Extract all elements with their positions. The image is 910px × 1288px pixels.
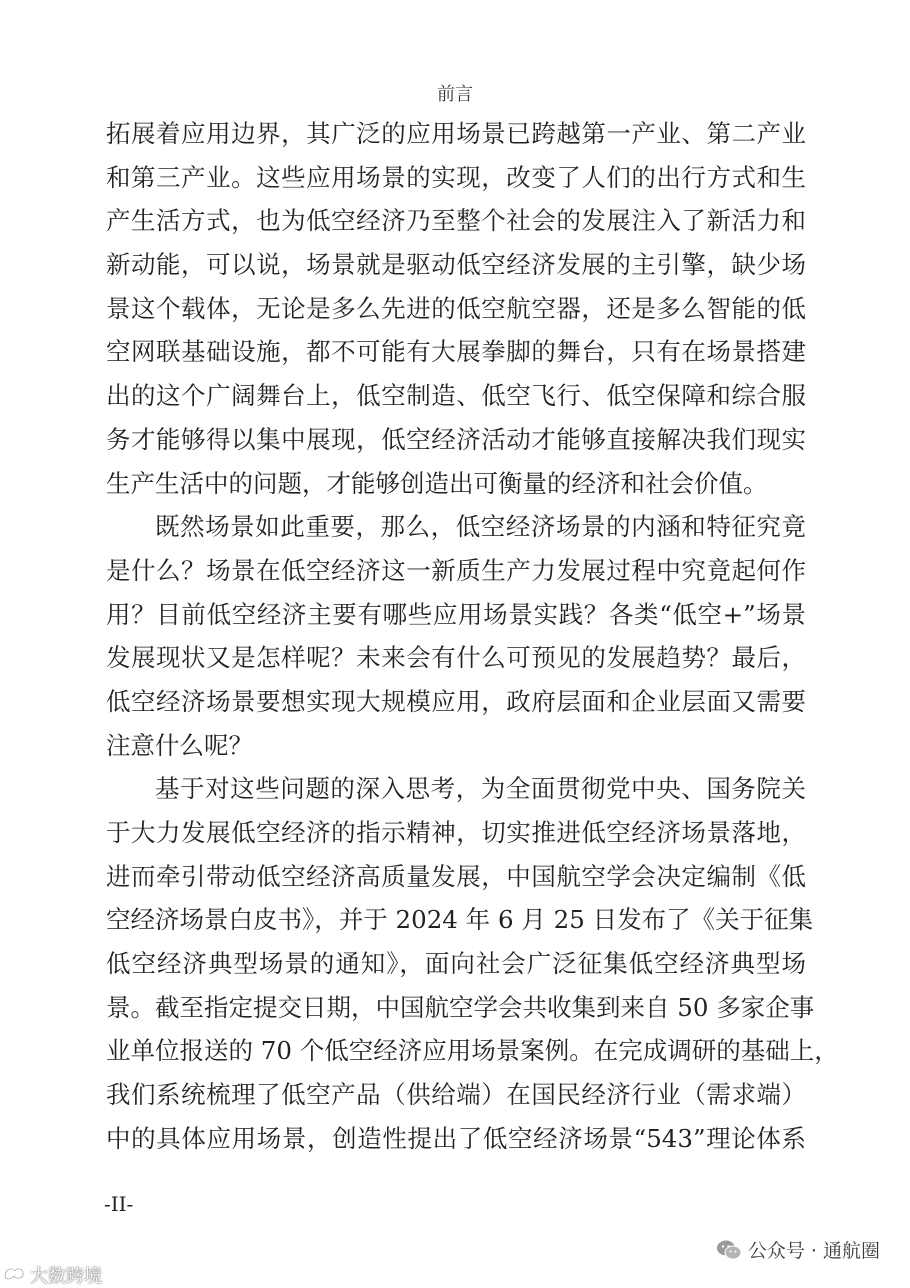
text-line: 低空经济场景要想实现大规模应用，政府层面和企业层面又需要 [106, 686, 806, 716]
text-line: 注意什么呢？ [106, 730, 253, 760]
text-line: 拓展着应用边界，其广泛的应用场景已跨越第一产业、第二产业 [106, 119, 806, 148]
text-line: 是什么？场景在低空经济这一新质生产力发展过程中究竟起何作 [106, 555, 806, 585]
text-line: 低空经济典型场景的通知》，面向社会广泛征集低空经济典型场 [106, 949, 806, 979]
text-line: 基于对这些问题的深入思考，为全面贯彻党中央、国务院关 [155, 774, 806, 804]
text-line: 既然场景如此重要，那么，低空经济场景的内涵和特征究竟 [155, 512, 806, 542]
text-line: 新动能，可以说，场景就是驱动低空经济发展的主引擎，缺少场 [106, 250, 806, 280]
text-line: 空网联基础设施，都不可能有大展拳脚的舞台，只有在场景搭建 [106, 337, 806, 367]
text-line: 景。截至指定提交日期，中国航空学会共收集到来自 50 多家企事 [106, 992, 815, 1022]
page-header: 前言 [437, 84, 473, 105]
wechat-icon [716, 1239, 742, 1261]
text-line: 业单位报送的 70 个低空经济应用场景案例。在完成调研的基础上， [106, 1036, 839, 1066]
wechat-watermark-text: 公众号 · 通航圈 [747, 1240, 880, 1262]
wechat-watermark [716, 1236, 880, 1263]
text-line: 出的这个广阔舞台上，低空制造、低空飞行、低空保障和综合服 [106, 381, 806, 411]
text-line: 进而牵引带动低空经济高质量发展，中国航空学会决定编制《低 [106, 861, 806, 891]
site-watermark [2, 1262, 102, 1288]
text-line: 用？目前低空经济主要有哪些应用场景实践？各类“低空+”场景 [106, 599, 806, 629]
body-text [106, 112, 839, 1161]
text-line: 务才能够得以集中展现，低空经济活动才能够直接解决我们现实 [106, 424, 806, 454]
paragraph-1 [106, 112, 806, 505]
text-line: 我们系统梳理了低空产品（供给端）在国民经济行业（需求端） [106, 1080, 806, 1110]
text-line: 产生活方式，也为低空经济乃至整个社会的发展注入了新活力和 [106, 206, 806, 236]
logo-icon [2, 1264, 26, 1287]
text-line: 发展现状又是怎样呢？未来会有什么可预见的发展趋势？最后， [106, 643, 806, 673]
page-number: -II- [104, 1192, 134, 1216]
text-line: 生产生活中的问题，才能够创造出可衡量的经济和社会价值。 [106, 468, 768, 498]
text-line: 景这个载体，无论是多么先进的低空航空器，还是多么智能的低 [106, 293, 806, 323]
text-line: 空经济场景白皮书》，并于 2024 年 6 月 25 日发布了《关于征集 [106, 905, 814, 935]
text-line: 中的具体应用场景，创造性提出了低空经济场景“543”理论体系 [106, 1123, 806, 1153]
text-line: 于大力发展低空经济的指示精神，切实推进低空经济场景落地， [106, 818, 806, 847]
paragraph-2 [106, 505, 806, 767]
text-line: 和第三产业。这些应用场景的实现，改变了人们的出行方式和生 [106, 162, 806, 192]
paragraph-3 [106, 767, 839, 1160]
site-watermark-text: 大数跨境 [30, 1266, 102, 1287]
